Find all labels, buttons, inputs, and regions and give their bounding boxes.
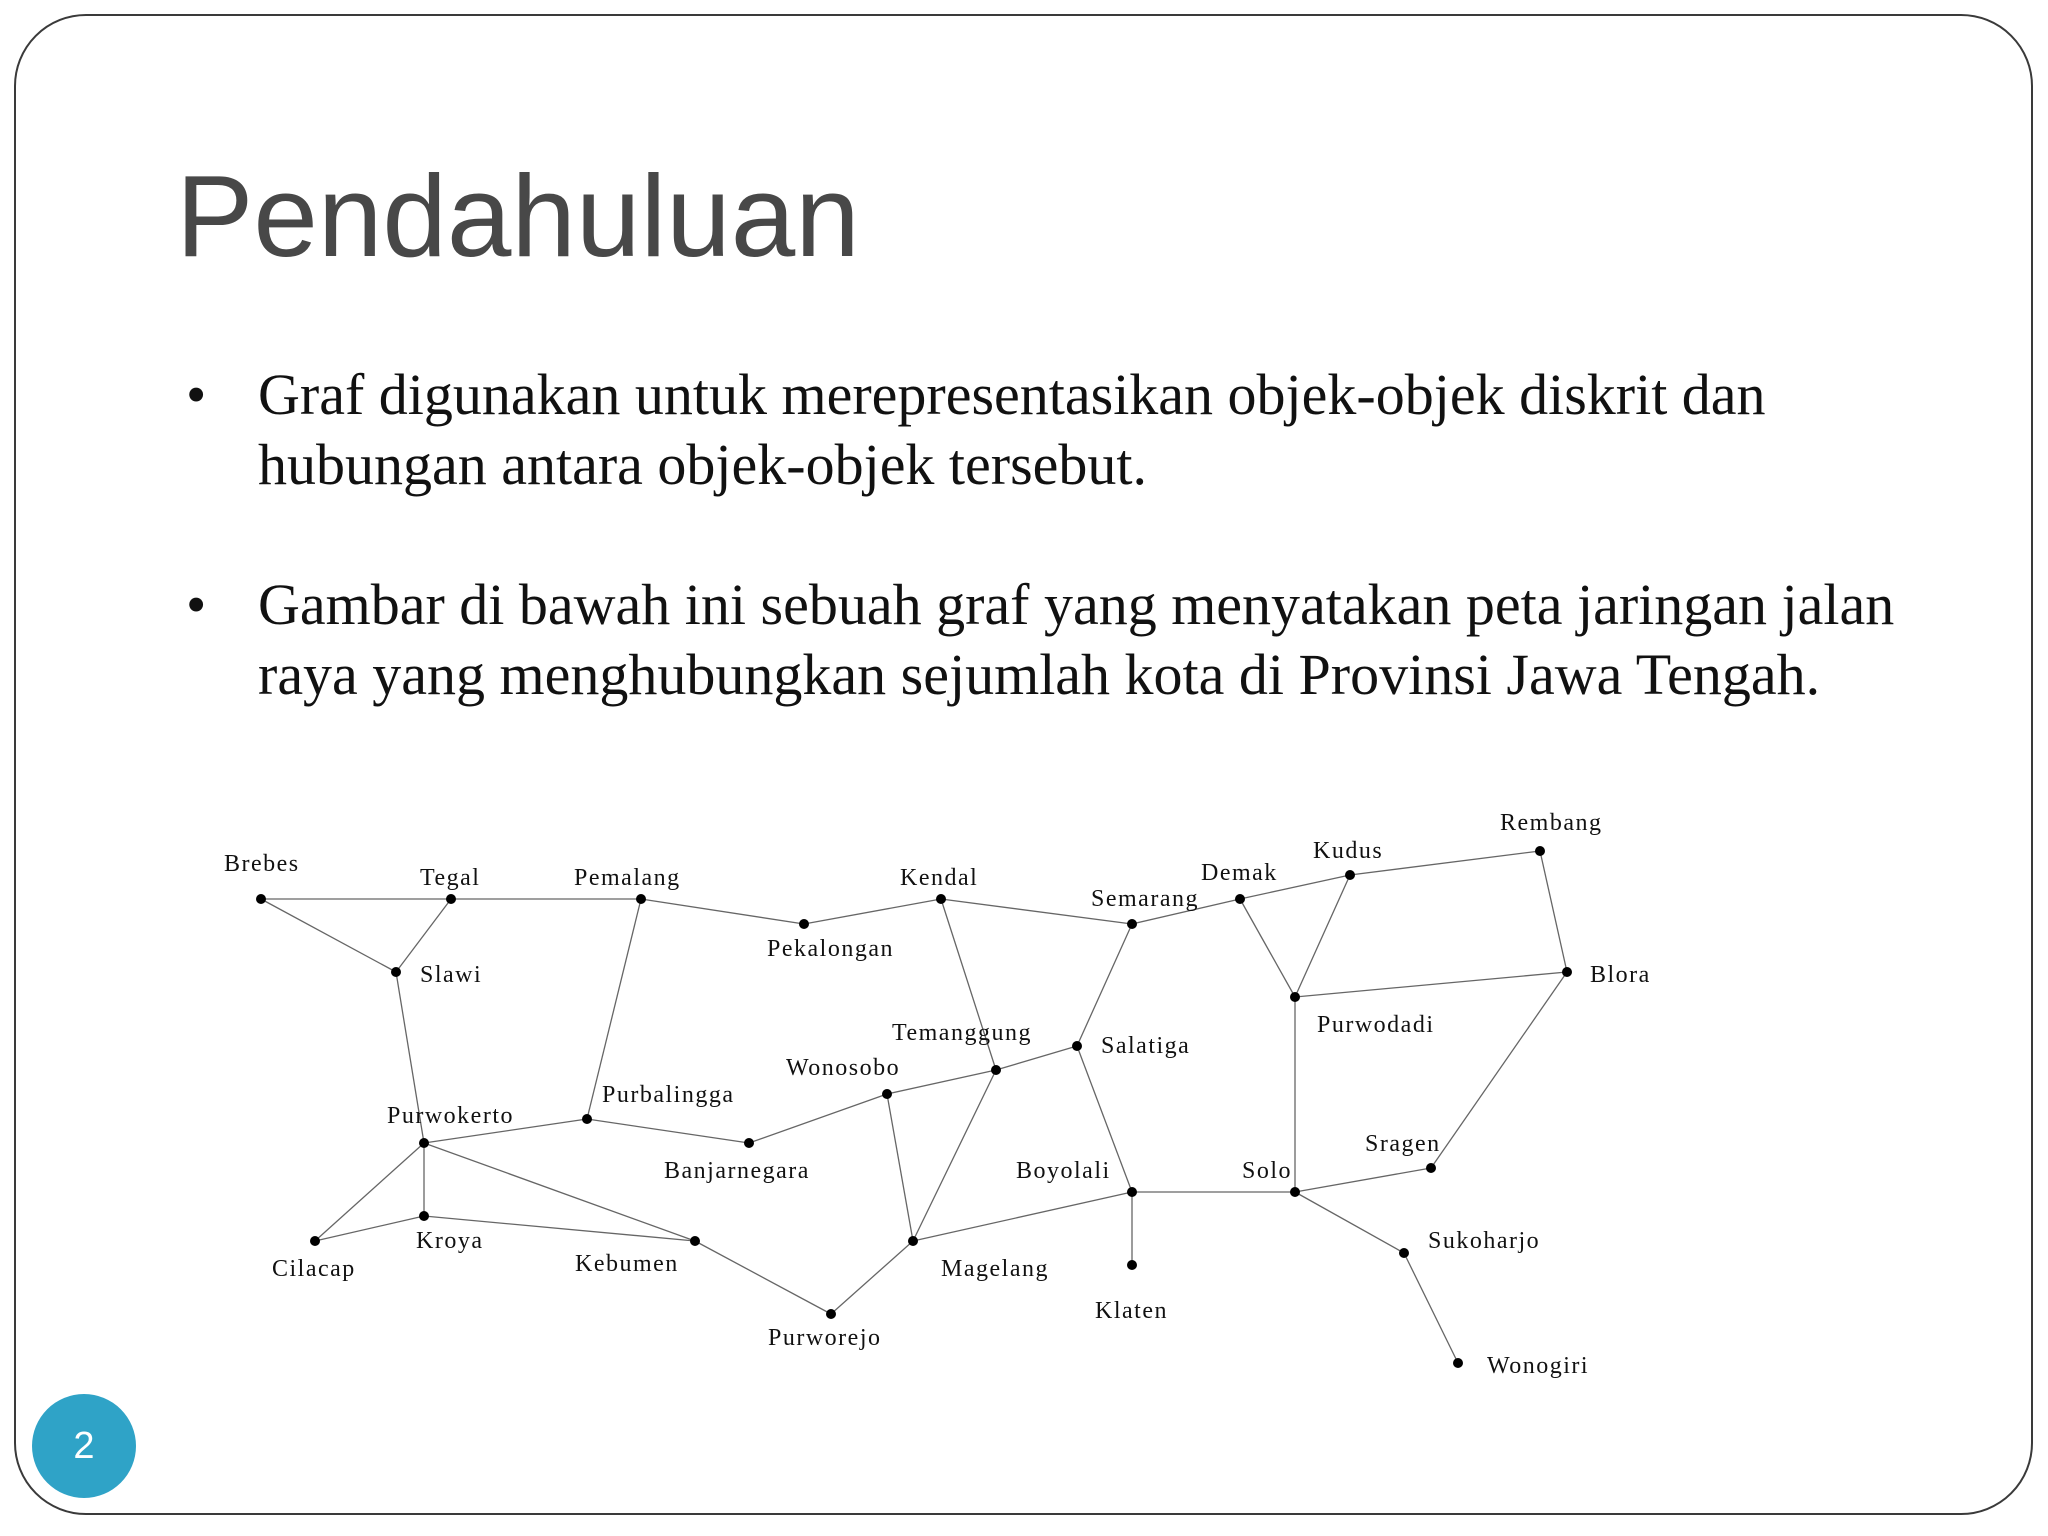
- node-purwodadi: [1290, 992, 1300, 1002]
- node-label-slawi: Slawi: [420, 962, 483, 988]
- node-label-kroya: Kroya: [416, 1228, 484, 1254]
- node-label-banjarnegara: Banjarnegara: [664, 1158, 810, 1184]
- node-label-pekalongan: Pekalongan: [767, 936, 894, 962]
- node-label-purwodadi: Purwodadi: [1317, 1012, 1435, 1038]
- node-label-wonosobo: Wonosobo: [786, 1055, 901, 1081]
- node-purworejo: [826, 1309, 836, 1319]
- node-sragen: [1426, 1163, 1436, 1173]
- node-label-purworejo: Purworejo: [768, 1325, 882, 1351]
- edge-kebumen-purworejo: [695, 1241, 831, 1314]
- node-label-demak: Demak: [1201, 860, 1278, 886]
- node-label-sragen: Sragen: [1365, 1131, 1441, 1157]
- node-label-kendal: Kendal: [900, 865, 979, 891]
- edge-blora-sragen: [1431, 972, 1567, 1168]
- node-wonosobo: [882, 1089, 892, 1099]
- node-purwokerto: [419, 1138, 429, 1148]
- edge-pekalongan-kendal: [804, 899, 941, 924]
- node-magelang: [908, 1236, 918, 1246]
- edge-semarang-salatiga: [1077, 924, 1132, 1046]
- node-label-purbalingga: Purbalingga: [602, 1082, 735, 1108]
- edge-magelang-purworejo: [831, 1241, 913, 1314]
- node-label-solo: Solo: [1242, 1158, 1293, 1184]
- edge-kroya-cilacap: [315, 1216, 424, 1241]
- bullet-marker: •: [186, 362, 207, 427]
- edge-solo-sragen: [1295, 1168, 1431, 1192]
- node-label-semarang: Semarang: [1091, 886, 1199, 912]
- edge-purwokerto-cilacap: [315, 1143, 424, 1241]
- node-sukoharjo: [1399, 1248, 1409, 1258]
- node-wonogiri: [1453, 1358, 1463, 1368]
- node-label-tegal: Tegal: [420, 865, 481, 891]
- node-label-kudus: Kudus: [1313, 838, 1384, 864]
- node-blora: [1562, 967, 1572, 977]
- edge-rembang-blora: [1540, 851, 1567, 972]
- node-label-pemalang: Pemalang: [574, 865, 681, 891]
- node-label-brebes: Brebes: [224, 851, 300, 877]
- slide-title: Pendahuluan: [176, 151, 860, 281]
- edge-boyolali-magelang: [913, 1192, 1132, 1241]
- bullet-text: Graf digunakan untuk merepresentasikan objek-objek diskrit dan hubungan antara objek-objek tersebut.: [258, 362, 1766, 497]
- node-label-kebumen: Kebumen: [575, 1251, 679, 1277]
- page-number-badge: 2: [32, 1394, 136, 1498]
- edge-purwokerto-kebumen: [424, 1143, 695, 1241]
- bullet-text: Gambar di bawah ini sebuah graf yang menyatakan peta jaringan jalan raya yang menghubungkan sejumlah kota di Provinsi Jawa Tengah.: [258, 572, 1895, 707]
- node-pekalongan: [799, 919, 809, 929]
- node-kudus: [1345, 870, 1355, 880]
- node-banjarnegara: [744, 1138, 754, 1148]
- edge-wonosobo-temanggung: [887, 1070, 996, 1094]
- node-boyolali: [1127, 1187, 1137, 1197]
- edge-banjarnegara-wonosobo: [749, 1094, 887, 1143]
- edge-wonosobo-magelang: [887, 1094, 913, 1241]
- node-kendal: [936, 894, 946, 904]
- node-label-sukoharjo: Sukoharjo: [1428, 1228, 1541, 1254]
- node-label-purwokerto: Purwokerto: [387, 1103, 514, 1129]
- node-label-cilacap: Cilacap: [272, 1256, 356, 1282]
- node-label-temanggung: Temanggung: [892, 1020, 1032, 1046]
- node-brebes: [256, 894, 266, 904]
- node-tegal: [446, 894, 456, 904]
- node-label-rembang: Rembang: [1500, 810, 1603, 836]
- edge-purbalingga-banjarnegara: [587, 1119, 749, 1143]
- edge-solo-sukoharjo: [1295, 1192, 1404, 1253]
- node-temanggung: [991, 1065, 1001, 1075]
- node-purbalingga: [582, 1114, 592, 1124]
- node-rembang: [1535, 846, 1545, 856]
- bullet-marker: •: [186, 572, 207, 637]
- node-salatiga: [1072, 1041, 1082, 1051]
- edge-temanggung-salatiga: [996, 1046, 1077, 1070]
- edge-sukoharjo-wonogiri: [1404, 1253, 1458, 1363]
- node-solo: [1290, 1187, 1300, 1197]
- edge-kudus-purwodadi: [1295, 875, 1350, 997]
- edge-purwodadi-blora: [1295, 972, 1567, 997]
- node-kebumen: [690, 1236, 700, 1246]
- edge-temanggung-magelang: [913, 1070, 996, 1241]
- node-label-wonogiri: Wonogiri: [1487, 1353, 1590, 1379]
- node-demak: [1235, 894, 1245, 904]
- node-klaten: [1127, 1260, 1137, 1270]
- node-label-magelang: Magelang: [941, 1256, 1049, 1282]
- node-slawi: [391, 967, 401, 977]
- node-label-klaten: Klaten: [1095, 1298, 1168, 1324]
- node-semarang: [1127, 919, 1137, 929]
- node-pemalang: [636, 894, 646, 904]
- node-cilacap: [310, 1236, 320, 1246]
- edge-demak-purwodadi: [1240, 899, 1295, 997]
- node-label-salatiga: Salatiga: [1101, 1033, 1191, 1059]
- node-label-boyolali: Boyolali: [1016, 1158, 1111, 1184]
- node-label-blora: Blora: [1590, 962, 1651, 988]
- node-kroya: [419, 1211, 429, 1221]
- edge-pemalang-pekalongan: [641, 899, 804, 924]
- edge-brebes-slawi: [261, 899, 396, 972]
